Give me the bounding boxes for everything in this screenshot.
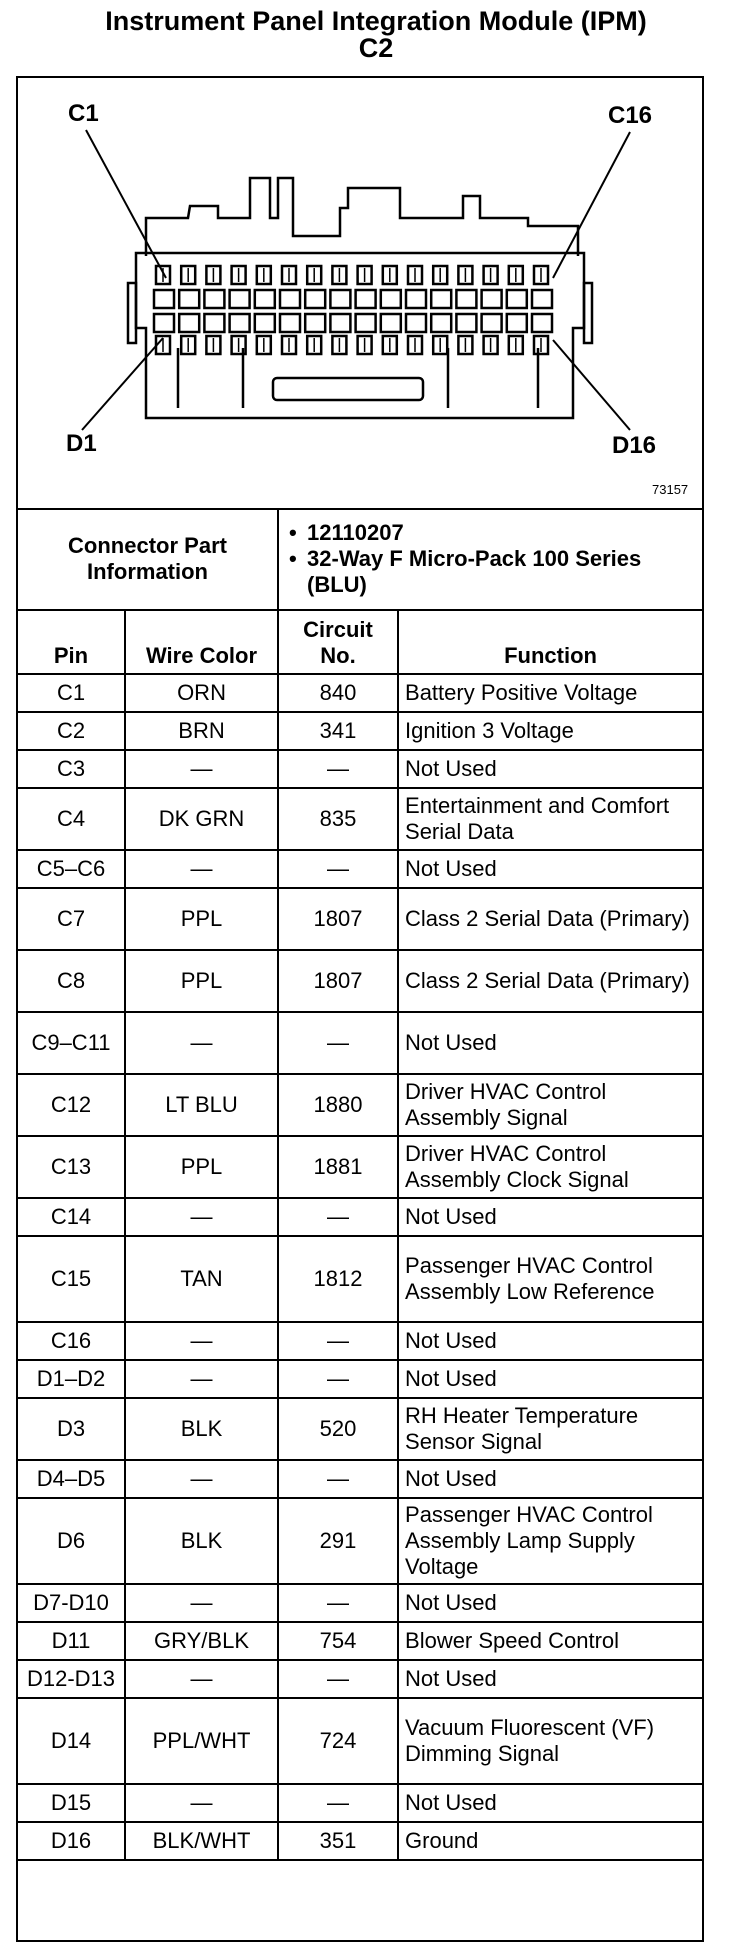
- connector-info-row: [18, 508, 702, 610]
- table-row: [18, 850, 702, 888]
- circuit-cell: —: [278, 1198, 398, 1236]
- wire-color-cell: —: [125, 1584, 278, 1622]
- table-row: [18, 1360, 702, 1398]
- table-row: [18, 674, 702, 712]
- pin-cavity: [255, 290, 275, 308]
- pin-cavity: [179, 290, 199, 308]
- table-row: [18, 1584, 702, 1622]
- connector-housing-top: [146, 178, 578, 256]
- pin-cavity: [179, 314, 199, 332]
- pin-cavity: [431, 314, 451, 332]
- function-cell: Passenger HVAC Control Assembly Lamp Supply Voltage: [398, 1498, 702, 1584]
- table-row: [18, 1322, 702, 1360]
- pin-cavity: [381, 290, 401, 308]
- pin-cell: C4: [18, 788, 125, 850]
- wire-color-cell: —: [125, 1198, 278, 1236]
- pin-cavity: [154, 290, 174, 308]
- wire-color-cell: BLK: [125, 1398, 278, 1460]
- table-row: [18, 1236, 702, 1322]
- page-title: [0, 8, 752, 62]
- table-row: [18, 1498, 702, 1584]
- function-cell: Class 2 Serial Data (Primary): [398, 950, 702, 1012]
- pin-cavity: [507, 314, 527, 332]
- pin-cavity: [381, 314, 401, 332]
- function-cell: Not Used: [398, 850, 702, 888]
- pin-cell: D14: [18, 1698, 125, 1784]
- circuit-cell: 1880: [278, 1074, 398, 1136]
- pin-cavity: [305, 314, 325, 332]
- pinout-table: [18, 508, 702, 1861]
- pin-cell: C2: [18, 712, 125, 750]
- pin-cavity: [356, 314, 376, 332]
- table-row: [18, 888, 702, 950]
- pin-cell: D6: [18, 1498, 125, 1584]
- table-row: [18, 950, 702, 1012]
- pin-cell: D12-D13: [18, 1660, 125, 1698]
- connector-info-values: [278, 508, 702, 610]
- wire-color-cell: BLK/WHT: [125, 1822, 278, 1860]
- circuit-cell: 840: [278, 674, 398, 712]
- wire-color-cell: PPL: [125, 1136, 278, 1198]
- pin-cavity: [406, 314, 426, 332]
- wire-color-cell: BLK: [125, 1498, 278, 1584]
- callout-line-d1: [82, 338, 163, 430]
- function-cell: Driver HVAC Control Assembly Clock Signal: [398, 1136, 702, 1198]
- table-row: [18, 1074, 702, 1136]
- pin-cell: D7-D10: [18, 1584, 125, 1622]
- title-line-1: Instrument Panel Integration Module (IPM): [105, 6, 647, 36]
- pin-cell: C12: [18, 1074, 125, 1136]
- wire-color-cell: —: [125, 1460, 278, 1498]
- pin-cell: C8: [18, 950, 125, 1012]
- wire-color-cell: PPL: [125, 950, 278, 1012]
- title-line-2: C2: [358, 33, 394, 63]
- pin-cavity: [456, 314, 476, 332]
- table-header-row: [18, 610, 702, 674]
- circuit-cell: 291: [278, 1498, 398, 1584]
- pin-cell: C3: [18, 750, 125, 788]
- pin-cavity: [230, 290, 250, 308]
- function-cell: Class 2 Serial Data (Primary): [398, 888, 702, 950]
- wire-color-cell: —: [125, 1660, 278, 1698]
- table-row: [18, 1198, 702, 1236]
- pin-cavity: [305, 290, 325, 308]
- pin-cavity: [204, 314, 224, 332]
- circuit-cell: —: [278, 1784, 398, 1822]
- label-d1: D1: [66, 430, 97, 457]
- pin-cell: C5–C6: [18, 850, 125, 888]
- connector-latch: [273, 378, 423, 400]
- table-row: [18, 1460, 702, 1498]
- table-row: [18, 750, 702, 788]
- circuit-cell: 1807: [278, 950, 398, 1012]
- callout-line-c16: [553, 132, 630, 278]
- circuit-cell: 1881: [278, 1136, 398, 1198]
- wire-color-cell: —: [125, 850, 278, 888]
- connector-side-tab-left: [128, 283, 136, 343]
- function-cell: Not Used: [398, 1012, 702, 1074]
- circuit-cell: —: [278, 1584, 398, 1622]
- header-pin: Pin: [18, 610, 125, 674]
- function-cell: Ignition 3 Voltage: [398, 712, 702, 750]
- function-cell: Ground: [398, 1822, 702, 1860]
- circuit-cell: —: [278, 1322, 398, 1360]
- pin-cell: C7: [18, 888, 125, 950]
- pin-cavity: [356, 290, 376, 308]
- pin-cavity: [431, 290, 451, 308]
- pin-cavity: [406, 290, 426, 308]
- pin-cavity: [482, 290, 502, 308]
- connector-side-tab-right: [584, 283, 592, 343]
- circuit-cell: 1812: [278, 1236, 398, 1322]
- function-cell: Entertainment and Comfort Serial Data: [398, 788, 702, 850]
- pin-cavity: [532, 290, 552, 308]
- wire-color-cell: TAN: [125, 1236, 278, 1322]
- callout-line-d16: [553, 340, 630, 430]
- connector-panel: [16, 76, 704, 1942]
- pin-cell: D1–D2: [18, 1360, 125, 1398]
- pin-cavity: [255, 314, 275, 332]
- circuit-cell: 351: [278, 1822, 398, 1860]
- figure-number: 73157: [652, 482, 689, 497]
- pin-cavity: [280, 290, 300, 308]
- function-cell: RH Heater Temperature Sensor Signal: [398, 1398, 702, 1460]
- label-c16: C16: [608, 102, 653, 129]
- table-row: [18, 1698, 702, 1784]
- pin-cavity: [330, 314, 350, 332]
- function-cell: Not Used: [398, 1784, 702, 1822]
- pin-cell: C14: [18, 1198, 125, 1236]
- pin-cell: D16: [18, 1822, 125, 1860]
- callout-line-c1: [86, 130, 166, 278]
- pin-cavity: [230, 314, 250, 332]
- wire-color-cell: —: [125, 1322, 278, 1360]
- function-cell: Not Used: [398, 1360, 702, 1398]
- pin-cell: D4–D5: [18, 1460, 125, 1498]
- function-cell: Not Used: [398, 750, 702, 788]
- circuit-cell: —: [278, 750, 398, 788]
- pin-cell: C15: [18, 1236, 125, 1322]
- wire-color-cell: —: [125, 750, 278, 788]
- connector-part-number: • 12110207: [285, 520, 696, 546]
- pin-cavity: [482, 314, 502, 332]
- wire-color-cell: DK GRN: [125, 788, 278, 850]
- pin-cell: C13: [18, 1136, 125, 1198]
- wire-color-cell: PPL/WHT: [125, 1698, 278, 1784]
- circuit-cell: —: [278, 1360, 398, 1398]
- label-d16: D16: [612, 432, 657, 459]
- header-wire-color: Wire Color: [125, 610, 278, 674]
- table-row: [18, 1822, 702, 1860]
- circuit-cell: 1807: [278, 888, 398, 950]
- pin-cell: D11: [18, 1622, 125, 1660]
- connector-description: • 32-Way F Micro-Pack 100 Series (BLU): [285, 546, 696, 598]
- circuit-cell: —: [278, 1660, 398, 1698]
- function-cell: Blower Speed Control: [398, 1622, 702, 1660]
- circuit-cell: 520: [278, 1398, 398, 1460]
- label-c1: C1: [68, 100, 99, 127]
- pin-cavity: [204, 290, 224, 308]
- connector-diagram: [18, 78, 702, 510]
- pin-cell: C9–C11: [18, 1012, 125, 1074]
- function-cell: Not Used: [398, 1584, 702, 1622]
- function-cell: Driver HVAC Control Assembly Signal: [398, 1074, 702, 1136]
- function-cell: Not Used: [398, 1198, 702, 1236]
- pin-cavity: [154, 314, 174, 332]
- function-cell: Not Used: [398, 1322, 702, 1360]
- pin-cavity: [456, 290, 476, 308]
- circuit-cell: 341: [278, 712, 398, 750]
- table-row: [18, 712, 702, 750]
- table-row: [18, 1136, 702, 1198]
- wire-color-cell: —: [125, 1784, 278, 1822]
- table-row: [18, 1398, 702, 1460]
- pin-cavity: [280, 314, 300, 332]
- circuit-cell: —: [278, 1012, 398, 1074]
- function-cell: Vacuum Fluorescent (VF) Dimming Signal: [398, 1698, 702, 1784]
- function-cell: Passenger HVAC Control Assembly Low Reference: [398, 1236, 702, 1322]
- table-row: [18, 1012, 702, 1074]
- circuit-cell: 835: [278, 788, 398, 850]
- pin-cavity: [507, 290, 527, 308]
- table-row: [18, 1622, 702, 1660]
- pin-cell: D3: [18, 1398, 125, 1460]
- function-cell: Not Used: [398, 1460, 702, 1498]
- connector-info-label: Connector Part Information: [18, 508, 278, 610]
- pin-cavity: [532, 314, 552, 332]
- circuit-cell: —: [278, 850, 398, 888]
- function-cell: Not Used: [398, 1660, 702, 1698]
- wire-color-cell: ORN: [125, 674, 278, 712]
- pin-cell: D15: [18, 1784, 125, 1822]
- circuit-cell: 754: [278, 1622, 398, 1660]
- pin-cell: C16: [18, 1322, 125, 1360]
- wire-color-cell: BRN: [125, 712, 278, 750]
- table-row: [18, 1784, 702, 1822]
- wire-color-cell: —: [125, 1012, 278, 1074]
- wire-color-cell: —: [125, 1360, 278, 1398]
- wire-color-cell: GRY/BLK: [125, 1622, 278, 1660]
- table-row: [18, 788, 702, 850]
- wire-color-cell: PPL: [125, 888, 278, 950]
- circuit-cell: —: [278, 1460, 398, 1498]
- header-circuit: Circuit No.: [278, 610, 398, 674]
- pin-cavity: [330, 290, 350, 308]
- header-function: Function: [398, 610, 702, 674]
- table-row: [18, 1660, 702, 1698]
- pin-cell: C1: [18, 674, 125, 712]
- circuit-cell: 724: [278, 1698, 398, 1784]
- function-cell: Battery Positive Voltage: [398, 674, 702, 712]
- connector-face-drawing: [18, 78, 702, 508]
- wire-color-cell: LT BLU: [125, 1074, 278, 1136]
